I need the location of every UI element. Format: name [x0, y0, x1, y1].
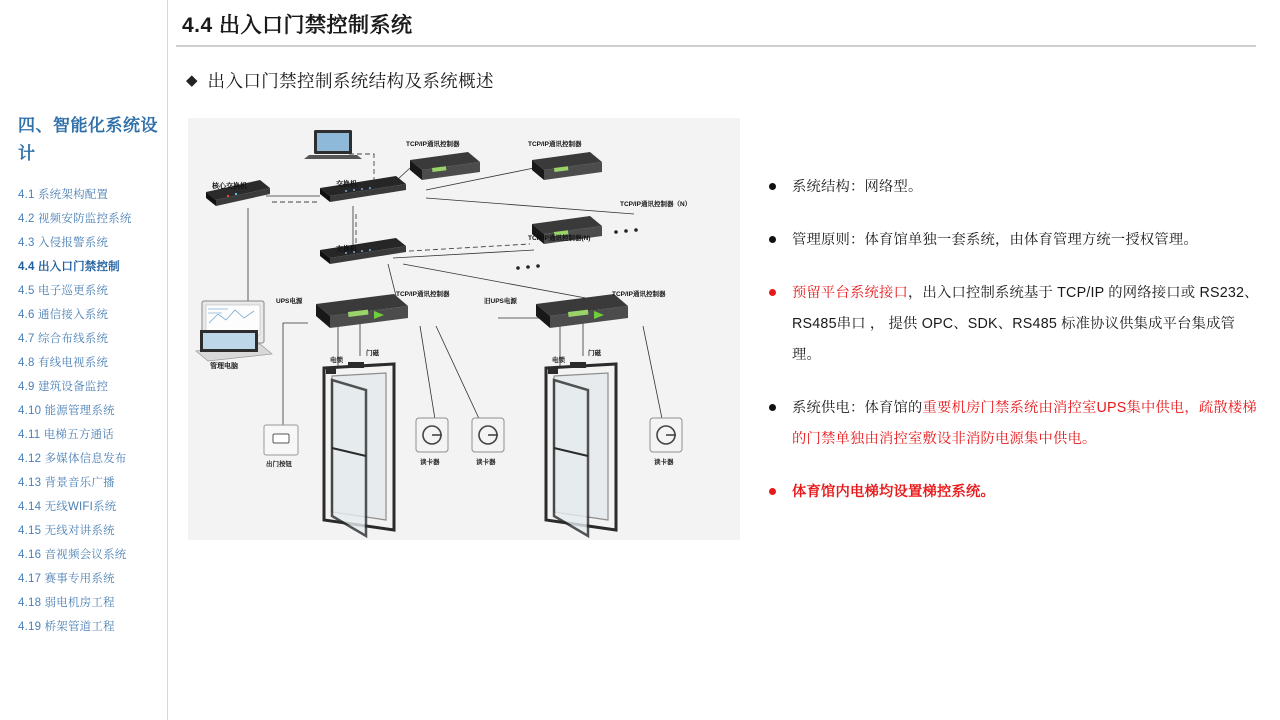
label-controller-4: TCP/IP通讯控制器	[396, 291, 450, 298]
door-assembly-right	[546, 362, 616, 536]
label-controller-5: TCP/IP通讯控制器	[612, 291, 666, 298]
card-reader-icon-2	[472, 418, 504, 452]
label-controller-n: TCP/IP通讯控制器（N）	[620, 201, 692, 208]
sidebar-item-4-6[interactable]: 4.6 通信接入系统	[18, 309, 109, 321]
section-subtitle	[186, 68, 494, 93]
sidebar-item-4-16[interactable]: 4.16 音视频会议系统	[18, 549, 127, 561]
label-door-contact-2: 门磁	[588, 350, 601, 357]
sidebar-item-4-10[interactable]: 4.10 能源管理系统	[18, 405, 115, 417]
bullet-dot-icon	[769, 183, 776, 190]
access-control-topology-diagram	[188, 118, 740, 540]
sidebar-item-4-15[interactable]: 4.15 无线对讲系统	[18, 525, 115, 537]
sidebar-item-4-9[interactable]: 4.9 建筑设备监控	[18, 381, 109, 393]
sidebar-item-4-17[interactable]: 4.17 赛事专用系统	[18, 573, 115, 585]
bullet-dot-icon	[769, 404, 776, 411]
sidebar-item-4-3[interactable]: 4.3 入侵报警系统	[18, 237, 109, 249]
diamond-bullet-icon: ◆	[186, 72, 198, 89]
page-title: 4.4 出入口门禁控制系统	[182, 14, 413, 37]
sidebar-item-4-4[interactable]: 4.4 出入口门禁控制	[18, 261, 120, 273]
sidebar-item-4-12[interactable]: 4.12 多媒体信息发布	[18, 453, 127, 465]
label-electric-lock-2: 电锁	[552, 357, 565, 364]
bullet-dot-icon	[769, 236, 776, 243]
label-card-reader-3: 读卡器	[654, 459, 674, 466]
bullet-dot-icon	[769, 289, 776, 296]
label-controller-1: TCP/IP通讯控制器	[406, 141, 460, 148]
header	[168, 0, 1280, 46]
sidebar-item-4-8[interactable]: 4.8 有线电视系统	[18, 357, 109, 369]
bullet-text-2: 管理原则：体育馆单独一套系统，由体育管理方统一授权管理。	[792, 232, 1198, 248]
label-controller-n2: TCP/IP通讯控制器(N)	[528, 235, 591, 242]
label-door-contact-1: 门磁	[366, 350, 379, 357]
management-pc-icon	[196, 301, 272, 361]
label-switch-1: 交换机	[336, 181, 357, 188]
label-controller-2: TCP/IP通讯控制器	[528, 141, 582, 148]
sidebar-item-4-2[interactable]: 4.2 视频安防监控系统	[18, 213, 132, 225]
bullet-text-3-highlight: 预留平台系统接口	[792, 285, 908, 301]
bullet-dot-icon	[769, 488, 776, 495]
sidebar-item-4-11[interactable]: 4.11 电梯五方通话	[18, 429, 114, 441]
bullet-platform-interface	[762, 278, 1262, 371]
bullet-system-structure	[762, 172, 1262, 203]
bullet-power-supply	[762, 393, 1262, 455]
label-card-reader-1: 读卡器	[420, 459, 440, 466]
section-subtitle-label: 出入口门禁控制系统结构及系统概述	[207, 71, 494, 91]
bullet-list	[762, 172, 1262, 530]
label-ups-power-1: UPS电源	[276, 298, 303, 305]
bullet-text-5: 体育馆内电梯均设置梯控系统。	[792, 484, 995, 500]
sidebar-item-4-1[interactable]: 4.1 系统架构配置	[18, 189, 109, 201]
sidebar-title: 四、智能化系统设计	[18, 116, 158, 163]
label-switch-2: 交换机	[336, 246, 357, 253]
sidebar-item-4-5[interactable]: 4.5 电子巡更系统	[18, 285, 109, 297]
card-reader-icon-1	[416, 418, 448, 452]
label-ups-power-2: 旧UPS电源	[484, 298, 517, 305]
label-core-switch: 核心交换机	[212, 183, 247, 190]
bullet-elevator-control	[762, 477, 1262, 508]
bullet-management-principle	[762, 225, 1262, 256]
bullet-text-4-lead: 系统供电：体育馆的	[792, 400, 923, 416]
card-reader-icon-3	[650, 418, 682, 452]
bullet-text-1: 系统结构：网络型。	[792, 179, 923, 195]
label-card-reader-2: 读卡器	[476, 459, 496, 466]
sidebar-item-4-19[interactable]: 4.19 桥架管道工程	[18, 621, 115, 633]
exit-button-icon	[264, 425, 298, 455]
label-electric-lock-1: 电锁	[330, 357, 343, 364]
sidebar	[0, 0, 168, 720]
sidebar-item-4-18[interactable]: 4.18 弱电机房工程	[18, 597, 115, 609]
sidebar-item-4-13[interactable]: 4.13 背景音乐广播	[18, 477, 115, 489]
sidebar-item-4-14[interactable]: 4.14 无线WIFI系统	[18, 501, 117, 513]
topology-svg	[188, 118, 740, 540]
label-exit-button: 出门按钮	[266, 461, 292, 468]
door-assembly-left	[324, 362, 394, 536]
label-management-pc: 管理电脑	[210, 363, 238, 370]
sidebar-nav-list	[18, 183, 168, 639]
sidebar-item-4-7[interactable]: 4.7 综合布线系统	[18, 333, 109, 345]
bullet-text-3-rest: ，出入口控制系统基于 TCP/IP 的网络接口或 RS232、RS485串口 ， 提供 OPC、SDK、RS485 标准协议供集成平台集成管理。	[792, 285, 1259, 363]
header-divider	[176, 45, 1256, 47]
bullet-text-4-highlight: 重要机房门禁系统由消控室UPS集中供电，疏散楼梯的门禁单独由消控室敷设非消防电源集中供电。	[792, 400, 1257, 447]
